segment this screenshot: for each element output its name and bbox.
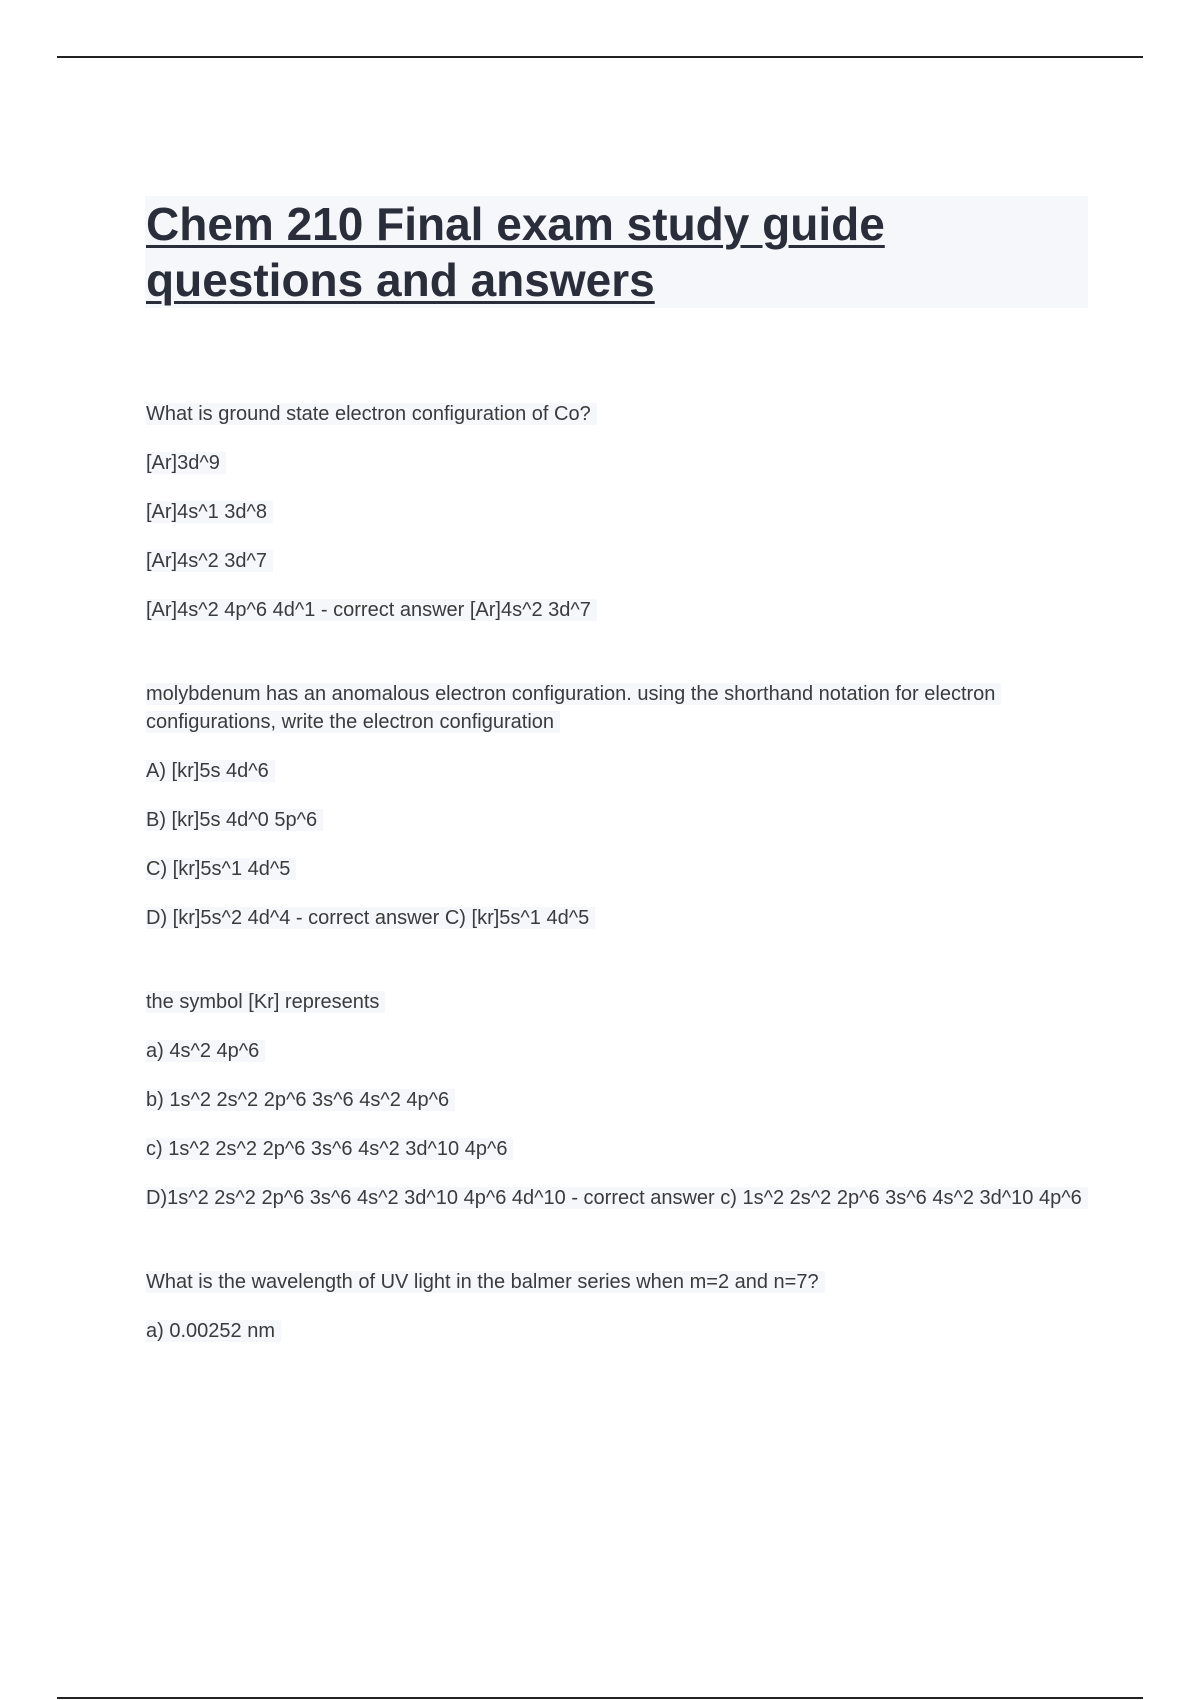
answer-option: A) [kr]5s 4d^6 [146,757,1096,785]
answer-option: C) [kr]5s^1 4d^5 [146,855,1096,883]
question-block-2 [146,680,1096,932]
answer-option: [Ar]3d^9 [146,449,1096,477]
answer-option: a) 4s^2 4p^6 [146,1037,1096,1065]
question-text: molybdenum has an anomalous electron configuration. using the shorthand notation for electron configurations, write the electron configuration [146,680,1096,736]
answer-option-with-correct-answer: D) [kr]5s^2 4d^4 - correct answer C) [kr]5s^1 4d^5 [146,904,1096,932]
question-text: What is the wavelength of UV light in the balmer series when m=2 and n=7? [146,1268,1096,1296]
answer-option: c) 1s^2 2s^2 2p^6 3s^6 4s^2 3d^10 4p^6 [146,1135,1096,1163]
answer-option-with-correct-answer: D)1s^2 2s^2 2p^6 3s^6 4s^2 3d^10 4p^6 4d^10 - correct answer c) 1s^2 2s^2 2p^6 3s^6 4s^2 3d^10 4p^6 [146,1184,1096,1212]
document-title: Chem 210 Final exam study guide questions and answers [146,198,885,306]
header-rule [57,56,1143,58]
question-block-3 [146,988,1096,1212]
answer-option: a) 0.00252 nm [146,1317,1096,1345]
answer-option-with-correct-answer: [Ar]4s^2 4p^6 4d^1 - correct answer [Ar]4s^2 3d^7 [146,596,1096,624]
question-block-4 [146,1268,1096,1345]
question-block-1 [146,400,1096,624]
answer-option: B) [kr]5s 4d^0 5p^6 [146,806,1096,834]
answer-option: [Ar]4s^2 3d^7 [146,547,1096,575]
question-text: What is ground state electron configuration of Co? [146,400,1096,428]
document-body [146,400,1096,1401]
footer-rule [57,1697,1143,1699]
question-text: the symbol [Kr] represents [146,988,1096,1016]
answer-option: [Ar]4s^1 3d^8 [146,498,1096,526]
answer-option: b) 1s^2 2s^2 2p^6 3s^6 4s^2 4p^6 [146,1086,1096,1114]
